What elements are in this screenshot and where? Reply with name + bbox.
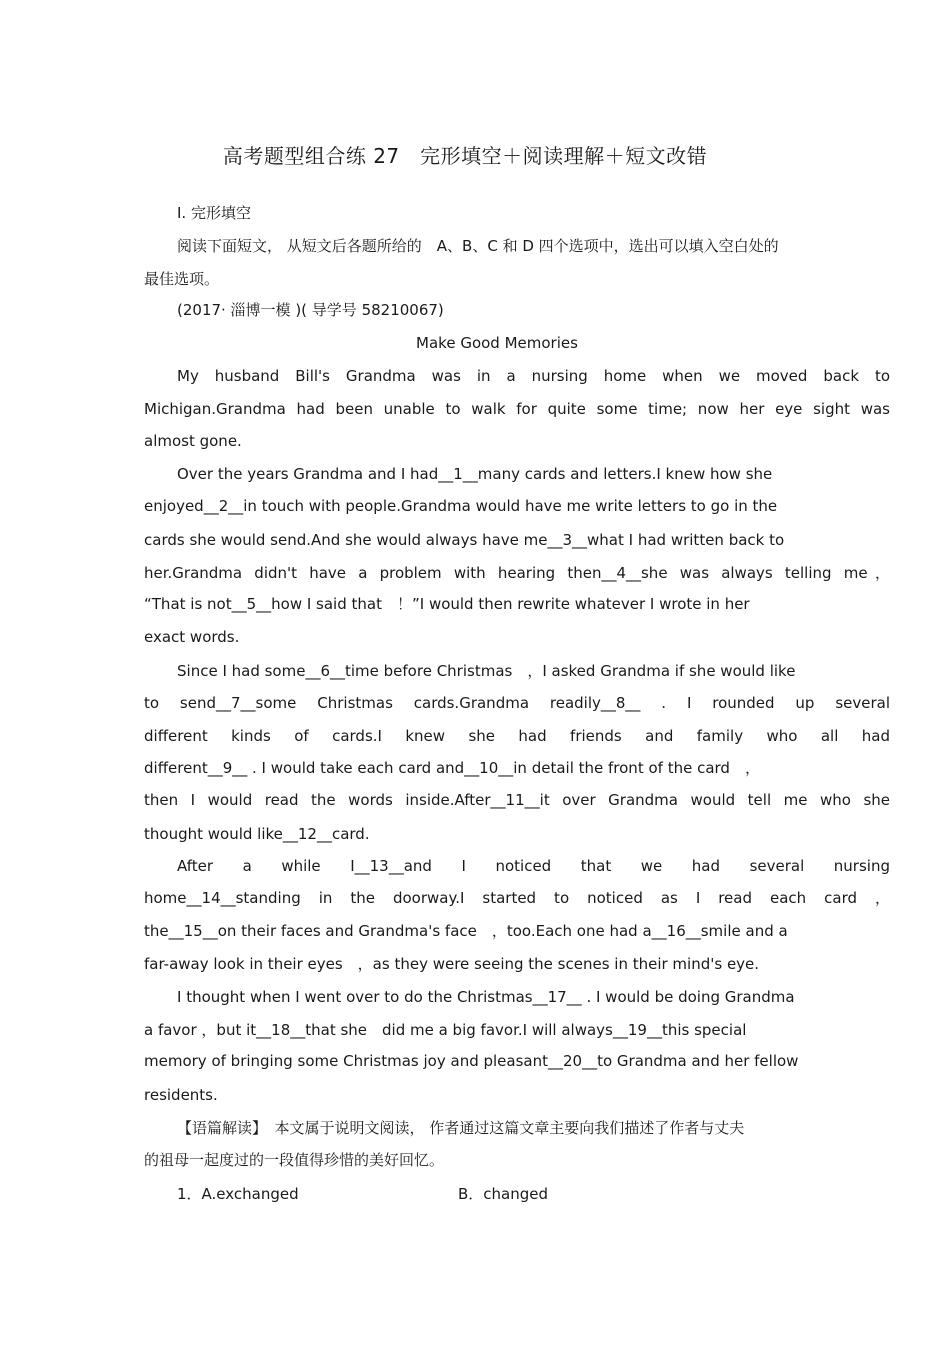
passage-line: memory of bringing some Christmas joy and pleasant__20__to Grandma and her fellow [144, 1052, 799, 1070]
passage-line: a favor ，but it__18__that she did me a big favor.I will always__19__this special [144, 1021, 747, 1039]
passage-line: “That is not__5__how I said that ！”I would then rewrite whatever I wrote in her [144, 595, 750, 613]
passage-line: different kinds of cards.I knew she had friends and family who all had [144, 727, 890, 745]
page-title: 高考题型组合练 27 完形填空＋阅读理解＋短文改错 [222, 144, 708, 168]
passage-line: I thought when I went over to do the Christmas__17__ . I would be doing Grandma [177, 988, 795, 1006]
passage-line: the__15__on their faces and Grandma's face ，too.Each one had a__16__smile and a [144, 922, 788, 940]
passage-line: Since I had some__6__time before Christmas ，I asked Grandma if she would like [177, 662, 796, 680]
analysis-line-1: 【语篇解读】 本文属于说明文阅读， 作者通过这篇文章主要向我们描述了作者与丈夫 [177, 1119, 745, 1137]
passage-line: almost gone. [144, 432, 242, 450]
passage-line: cards she would send.And she would always have me__3__what I had written back to [144, 531, 785, 549]
passage-line: different__9__ . I would take each card and__10__in detail the front of the card ， [144, 759, 760, 777]
passage-line: thought would like__12__card. [144, 825, 370, 843]
analysis-line-2: 的祖母一起度过的一段值得珍惜的美好回忆。 [144, 1151, 445, 1169]
question-1-option-b: B．changed [458, 1185, 549, 1203]
passage-line: Michigan.Grandma had been unable to walk for quite some time; now her eye sight was [144, 400, 890, 418]
instruction-line-2: 最佳选项。 [144, 270, 220, 288]
passage-line: My husband Bill's Grandma was in a nursing home when we moved back to [177, 367, 890, 385]
passage-line: residents. [144, 1086, 218, 1104]
instruction-line-1: 阅读下面短文， 从短文后各题所给的 A、B、C 和 D 四个选项中，选出可以填入空白处的 [177, 237, 779, 255]
passage-line: far-away look in their eyes ，as they were seeing the scenes in their mind's eye. [144, 955, 760, 973]
passage-line: her.Grandma didn't have a problem with hearing then__4__she was always telling me， [144, 564, 890, 582]
passage-title: Make Good Memories [416, 334, 578, 352]
question-1-option-a: 1．A.exchanged [177, 1185, 299, 1203]
section-heading: I. 完形填空 [177, 204, 251, 222]
passage-line: exact words. [144, 628, 240, 646]
passage-line: home__14__standing in the doorway.I started to noticed as I read each card ， [144, 889, 890, 907]
passage-line: After a while I__13__and I noticed that we had several nursing [177, 857, 890, 875]
passage-line: then I would read the words inside.After__11__it over Grandma would tell me who she [144, 791, 890, 809]
passage-line: enjoyed__2__in touch with people.Grandma would have me write letters to go in the [144, 497, 778, 515]
source-line: (2017· 淄博一模 )( 导学号 58210067) [177, 301, 444, 319]
passage-line: to send__7__some Christmas cards.Grandma readily__8__ . I rounded up several [144, 694, 890, 712]
passage-line: Over the years Grandma and I had__1__many cards and letters.I knew how she [177, 465, 773, 483]
